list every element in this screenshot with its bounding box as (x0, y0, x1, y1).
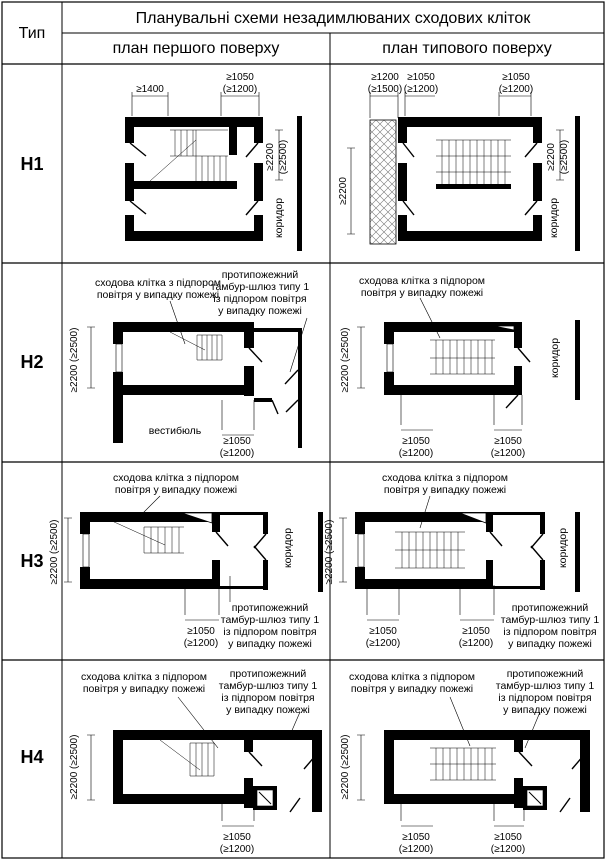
lock-label-line1: протипожежний (506, 668, 584, 680)
stair-label-line1: сходова клітка з підпором (348, 671, 476, 683)
dim-1400: ≥1400 (136, 84, 164, 95)
dim-2200-2500: ≥2200 (≥2500) (340, 734, 351, 800)
lock-label-line3: із підпором повітря (503, 626, 597, 638)
type-h3: Н3 (20, 551, 44, 571)
dim-2200-2500: ≥2200 (≥2500) (340, 327, 351, 393)
stair-label-line2: повітря у випадку пожежі (82, 683, 206, 695)
dim-1200p: (≥1200) (398, 844, 434, 855)
dim-2200-2500: ≥2200 (≥2500) (69, 327, 80, 393)
dim-1050: ≥1050 (223, 436, 251, 447)
type-h1: Н1 (20, 154, 44, 174)
dim-1050: ≥1050 (369, 626, 397, 637)
stair-label-line2: повітря у випадку пожежі (350, 683, 474, 695)
first-floor-header: план першого поверху (112, 40, 280, 57)
lock-label-line4: у випадку пожежі (503, 704, 587, 716)
stair-label-line2: повітря у випадку пожежі (383, 484, 507, 496)
corridor-label: коридор (548, 197, 560, 239)
stair-label-line2: повітря у випадку пожежі (114, 484, 238, 496)
dim-2200: ≥2200 (546, 143, 557, 171)
lock-label-line2: тамбур-шлюз типу 1 (210, 281, 310, 293)
dim-2200-2500: ≥2200 (≥2500) (69, 734, 80, 800)
dim-1200p: (≥1200) (219, 844, 255, 855)
dim-1200: ≥1200 (371, 72, 399, 83)
stair-label-line1: сходова клітка з підпором (358, 275, 486, 287)
type-h2: Н2 (20, 352, 44, 372)
plan-h3-typical-floor (324, 472, 599, 650)
stair-label-line1: сходова клітка з підпором (94, 277, 222, 289)
dim-1050: ≥1050 (502, 72, 530, 83)
lock-label-line4: у випадку пожежі (218, 305, 302, 317)
dim-1200p: (≥1200) (365, 638, 401, 649)
lock-label-line1: протипожежний (221, 269, 299, 281)
dim-1200p: (≥1200) (498, 84, 534, 95)
dim-1200p: (≥1200) (490, 448, 526, 459)
corridor-label: коридор (273, 197, 285, 239)
dim-1200p: (≥1200) (183, 638, 219, 649)
dim-1500p: (≥1500) (367, 84, 403, 95)
typical-floor-header: план типового поверху (382, 40, 552, 57)
lock-label-line2: тамбур-шлюз типу 1 (220, 614, 320, 626)
vestibule-label: вестибюль (148, 425, 202, 437)
corridor-label: коридор (557, 527, 569, 569)
plan-h4-first-floor (69, 668, 322, 855)
dim-1200p: (≥1200) (398, 448, 434, 459)
lock-label-line4: у випадку пожежі (508, 638, 592, 650)
dim-1200p: (≥1200) (403, 84, 439, 95)
plan-h1-typical-floor (338, 72, 580, 251)
stair-label-line2: повітря у випадку пожежі (96, 289, 220, 301)
stair-label-line1: сходова клітка з підпором (80, 671, 208, 683)
lock-label-line3: із підпором повітря (498, 692, 592, 704)
dim-1050: ≥1050 (226, 72, 254, 83)
stair-label-line2: повітря у випадку пожежі (360, 287, 484, 299)
dim-1200p: (≥1200) (490, 844, 526, 855)
dim-1050: ≥1050 (223, 832, 251, 843)
plan-h3-first-floor (49, 472, 323, 650)
dim-1050: ≥1050 (402, 832, 430, 843)
dim-2200-2500: ≥2200 (≥2500) (49, 519, 60, 585)
plan-h2-typical-floor (340, 275, 580, 459)
plan-h2-first-floor (69, 269, 309, 459)
stair-label-line1: сходова клітка з підпором (112, 472, 240, 484)
type-h4: Н4 (20, 747, 44, 767)
dim-1200p: (≥1200) (222, 84, 258, 95)
dim-1050: ≥1050 (462, 626, 490, 637)
dim-2200-2500: ≥2200 (≥2500) (324, 519, 335, 585)
dim-2500p: (≥2500) (559, 139, 570, 175)
dim-1050: ≥1050 (402, 436, 430, 447)
lock-label-line1: протипожежний (511, 602, 589, 614)
dim-1050: ≥1050 (187, 626, 215, 637)
corridor-label: коридор (282, 527, 294, 569)
lock-label-line1: протипожежний (229, 668, 307, 680)
dim-1050: ≥1050 (407, 72, 435, 83)
lock-label-line2: тамбур-шлюз типу 1 (500, 614, 600, 626)
dim-2200: ≥2200 (338, 177, 349, 205)
lock-label-line4: у випадку пожежі (226, 704, 310, 716)
corridor-label: коридор (549, 337, 561, 379)
dim-1200p: (≥1200) (458, 638, 494, 649)
type-column-header: Тип (18, 25, 46, 42)
table-title: Планувальні схеми незадимлюваних сходових кліток (135, 10, 531, 27)
lock-label-line3: із підпором повітря (223, 626, 317, 638)
stair-label-line1: сходова клітка з підпором (381, 472, 509, 484)
lock-label-line4: у випадку пожежі (228, 638, 312, 650)
plan-h4-typical-floor (340, 668, 594, 855)
lock-label-line3: із підпором повітря (213, 293, 307, 305)
dim-1050: ≥1050 (494, 436, 522, 447)
plan-h1-first-floor (125, 72, 302, 251)
lock-label-line2: тамбур-шлюз типу 1 (218, 680, 318, 692)
lock-label-line2: тамбур-шлюз типу 1 (495, 680, 595, 692)
lock-label-line3: із підпором повітря (221, 692, 315, 704)
dim-1050: ≥1050 (494, 832, 522, 843)
dim-2500p: (≥2500) (278, 139, 289, 175)
lock-label-line1: протипожежний (231, 602, 309, 614)
dim-1200p: (≥1200) (219, 448, 255, 459)
dim-2200: ≥2200 (265, 143, 276, 171)
